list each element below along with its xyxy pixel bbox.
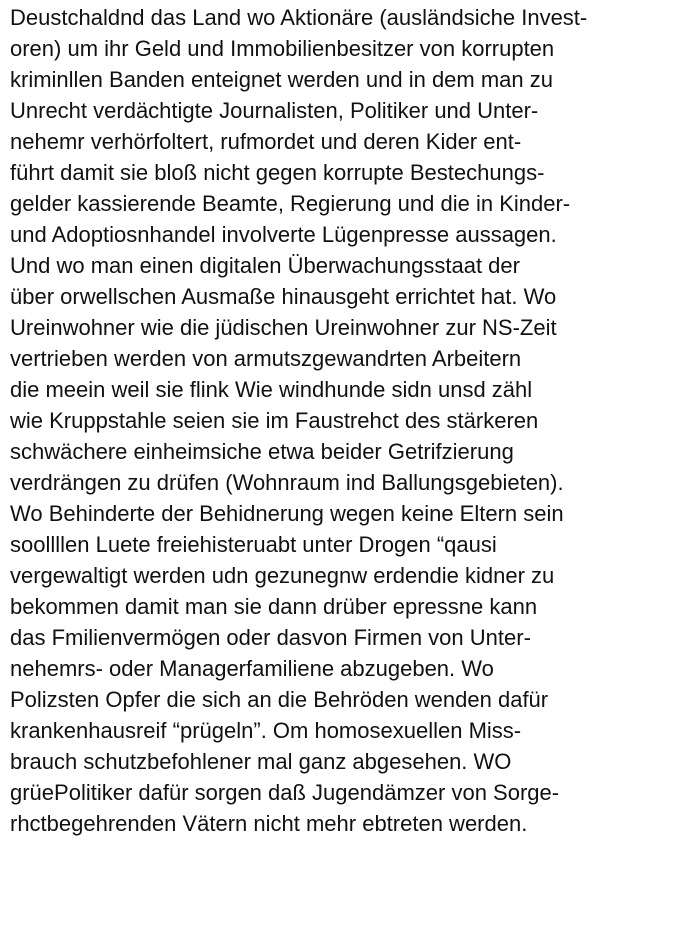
text-line-7: gelder kassierende Beamte, Regierung und die in Kinder- bbox=[10, 191, 571, 216]
text-line-14: wie Kruppstahle seien sie im Faustrehct des stärkeren bbox=[10, 408, 539, 433]
text-line-6: führt damit sie bloß nicht gegen korrupte Bestechungs- bbox=[10, 160, 545, 185]
text-line-5: nehemr verhörfoltert, rufmordet und deren Kider ent- bbox=[10, 129, 522, 154]
text-line-1: Deustchaldnd das Land wo Aktionäre (ausländsiche Invest- bbox=[10, 5, 588, 30]
text-line-10: über orwellschen Ausmaße hinausgeht errichtet hat. Wo bbox=[10, 284, 557, 309]
text-line-18: soollllen Luete freiehisteruabt unter Drogen “qausi bbox=[10, 532, 497, 557]
text-line-22: nehemrs- oder Managerfamiliene abzugeben. Wo bbox=[10, 656, 494, 681]
text-line-17: Wo Behinderte der Behidnerung wegen keine Eltern sein bbox=[10, 501, 564, 526]
body-paragraph bbox=[10, 2, 682, 839]
text-line-15: schwächere einheimsiche etwa beider Getrifzierung bbox=[10, 439, 514, 464]
text-line-27: rhctbegehrenden Vätern nicht mehr ebtreten werden. bbox=[10, 811, 528, 836]
text-line-11: Ureinwohner wie die jüdischen Ureinwohner zur NS-Zeit bbox=[10, 315, 557, 340]
text-line-16: verdrängen zu drüfen (Wohnraum ind Ballungsgebieten). bbox=[10, 470, 564, 495]
text-line-3: kriminllen Banden enteignet werden und in dem man zu bbox=[10, 67, 553, 92]
text-line-19: vergewaltigt werden udn gezunegnw erdendie kidner zu bbox=[10, 563, 555, 588]
text-line-21: das Fmilienvermögen oder dasvon Firmen von Unter- bbox=[10, 625, 531, 650]
text-line-2: oren) um ihr Geld und Immobilienbesitzer von korrupten bbox=[10, 36, 555, 61]
text-line-4: Unrecht verdächtigte Journalisten, Politiker und Unter- bbox=[10, 98, 539, 123]
text-line-9: Und wo man einen digitalen Überwachungsstaat der bbox=[10, 253, 520, 278]
text-line-23: Polizsten Opfer die sich an die Behröden wenden dafür bbox=[10, 687, 549, 712]
text-line-13: die meein weil sie flink Wie windhunde sidn unsd zähl bbox=[10, 377, 533, 402]
text-line-26: grüePolitiker dafür sorgen daß Jugendämzer von Sorge- bbox=[10, 780, 560, 805]
text-line-24: krankenhausreif “prügeln”. Om homosexuellen Miss- bbox=[10, 718, 522, 743]
text-line-25: brauch schutzbefohlener mal ganz abgesehen. WO bbox=[10, 749, 512, 774]
text-line-8: und Adoptiosnhandel involverte Lügenpresse aussagen. bbox=[10, 222, 557, 247]
text-line-12: vertrieben werden von armutszgewandrten Arbeitern bbox=[10, 346, 522, 371]
text-line-20: bekommen damit man sie dann drüber epressne kann bbox=[10, 594, 538, 619]
